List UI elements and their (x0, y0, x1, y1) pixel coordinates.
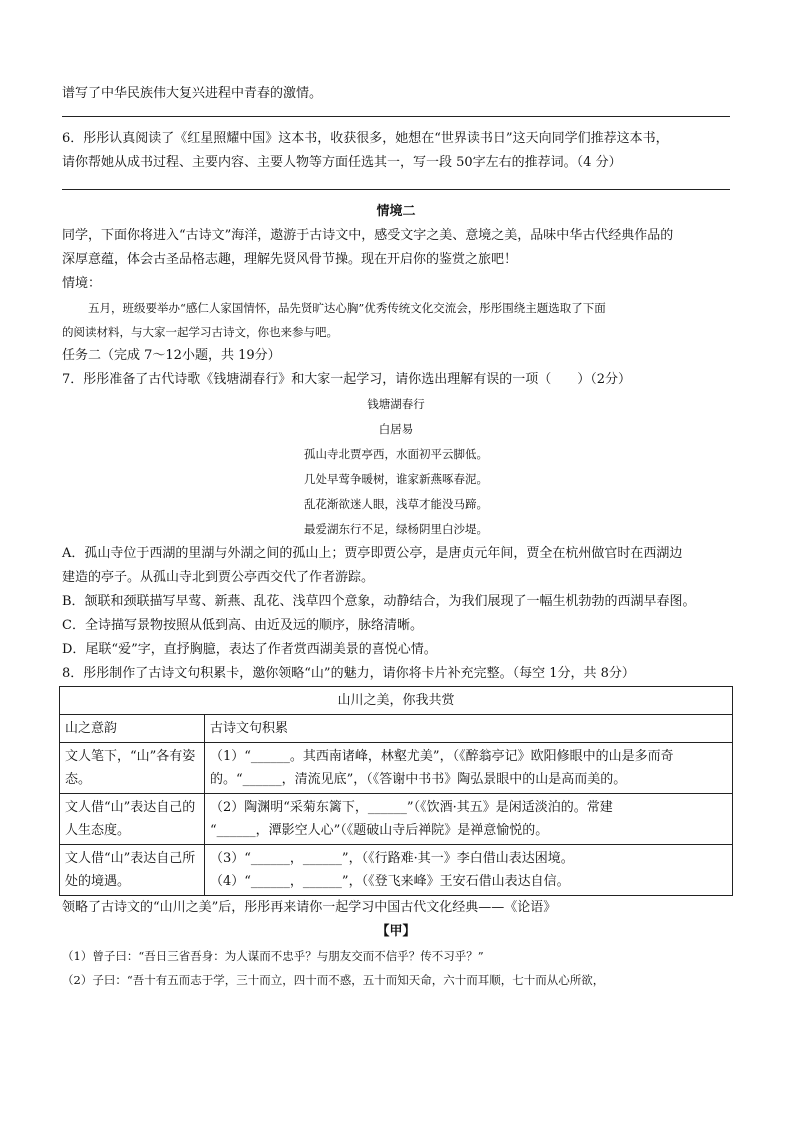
poem-author: 白居易 (378, 422, 414, 436)
card-row-line: 的。“______，清流见底”，（《答谢中书书》陶弘景眼中的山是高而美的。 (210, 772, 627, 787)
answer-line (62, 116, 730, 117)
answer-line (62, 189, 730, 190)
poem-line: 最爱湖东行不足，绿杨阴里白沙堤。 (304, 522, 488, 536)
card-row-theme: 文人借“山”表达自己所处的境遇。 (60, 845, 205, 896)
context-line-1: 五月，班级要举办“感仁人家国情怀，品先贤旷达心胸”优秀传统文化交流会，彤彤围绕主题选取了下面 (88, 301, 606, 315)
card-row (60, 743, 733, 794)
poem-title: 钱塘湖春行 (367, 397, 425, 411)
card-row (60, 845, 733, 896)
card-row-content (205, 845, 733, 896)
card-row-line: （3）“______，______”，（《行路难·其一》李白借山表达困境。 (210, 851, 574, 866)
q6-line2: 请你帮她从成书过程、主要内容、主要人物等方面任选其一，写一段 50字左右的推荐词。（4 分） (62, 155, 622, 170)
card-row-line: （1）“______。其西南诸峰，林壑尤美”，（《醉翁亭记》欧阳修眼中的山是多而奇 (210, 749, 674, 764)
card-title-row (60, 687, 733, 715)
lunyu-heading: 【甲】 (376, 924, 416, 939)
q7-option-c: C．全诗描写景物按照从低到高、由近及远的顺序，脉络清晰。 (62, 618, 423, 633)
q8-after: 领略了古诗文的“山川之美”后，彤彤再来请你一起学习中国古代文化经典——《论语》 (62, 900, 557, 915)
section-intro-1: 同学，下面你将进入“古诗文”海洋，遨游于古诗文中，感受文字之美、意境之美，品味中华古代经典作品的 (62, 228, 674, 243)
q6-line1: 6．彤彤认真阅读了《红星照耀中国》这本书，收获很多，她想在“世界读书日”这天向同学们推荐这本书， (62, 131, 669, 146)
exam-page (62, 82, 730, 992)
q7-stem: 7．彤彤准备了古代诗歌《钱塘湖春行》和大家一起学习，请你选出理解有误的一项（ ）（2分） (62, 372, 632, 387)
q7-option-d: D．尾联“爱”字，直抒胸臆，表达了作者赏西湖美景的喜悦心情。 (62, 642, 437, 657)
card-row-content (205, 743, 733, 794)
card-title: 山川之美，你我共赏 (60, 687, 733, 715)
lunyu-item-1: （1）曾子曰：“吾日三省吾身：为人谋而不忠乎？与朋友交而不信乎？传不习乎？” (62, 949, 484, 963)
card-row-content (205, 794, 733, 845)
card-row-theme: 文人笔下，“山”各有姿态。 (60, 743, 205, 794)
card-row-line: （2）陶渊明“采菊东篱下，______”（《饮酒·其五》是闲适淡泊的。常建 (210, 800, 613, 815)
context-label: 情境： (62, 276, 102, 291)
card-row (60, 794, 733, 845)
card-header-row (60, 715, 733, 743)
poem-line: 乱花渐欲迷人眼，浅草才能没马蹄。 (304, 497, 488, 511)
q7-option-a-2: 建造的亭子。从孤山寺北到贾公亭西交代了作者游踪。 (62, 570, 375, 585)
poem-line: 孤山寺北贾亭西，水面初平云脚低。 (304, 447, 488, 461)
card-row-line: “______，潭影空人心”（《题破山寺后禅院》是禅意愉悦的。 (210, 823, 549, 838)
card-header-right: 古诗文句积累 (205, 715, 733, 743)
q7-option-b: B．颔联和颈联描写早莺、新燕、乱花、浅草四个意象，动静结合，为我们展现了一幅生机勃勃的西湖早春图。 (62, 594, 696, 609)
intro-tail: 谱写了中华民族伟大复兴进程中青春的激情。 (62, 86, 323, 101)
lunyu-item-2: （2）子曰：“吾十有五而志于学，三十而立，四十而不惑，五十而知天命，六十而耳顺，七十而从心所欲， (62, 973, 605, 987)
q8-stem: 8．彤彤制作了古诗文句积累卡，邀你领略“山”的魅力，请你将卡片补充完整。（每空 1分，共 8分） (62, 666, 635, 681)
context-line-2: 的阅读材料，与大家一起学习古诗文，你也来参与吧。 (62, 325, 338, 339)
accumulation-card (59, 686, 733, 896)
section-title: 情境二 (376, 204, 416, 219)
section-intro-2: 深厚意蕴，体会古圣品格志趣，理解先贤风骨节操。现在开启你的鉴赏之旅吧！ (62, 252, 518, 267)
q7-option-a-1: A．孤山寺位于西湖的里湖与外湖之间的孤山上；贾亭即贾公亭，是唐贞元年间，贾全在杭州做官时在西湖边 (62, 546, 683, 561)
task-heading: 任务二（完成 7～12小题，共 19分） (62, 348, 281, 363)
card-row-theme: 文人借“山”表达自己的人生态度。 (60, 794, 205, 845)
card-row-line: （4）“______，______”，（《登飞来峰》王安石借山表达自信。 (210, 874, 570, 889)
card-header-left: 山之意韵 (60, 715, 205, 743)
poem-line: 几处早莺争暖树，谁家新燕啄春泥。 (304, 472, 488, 486)
